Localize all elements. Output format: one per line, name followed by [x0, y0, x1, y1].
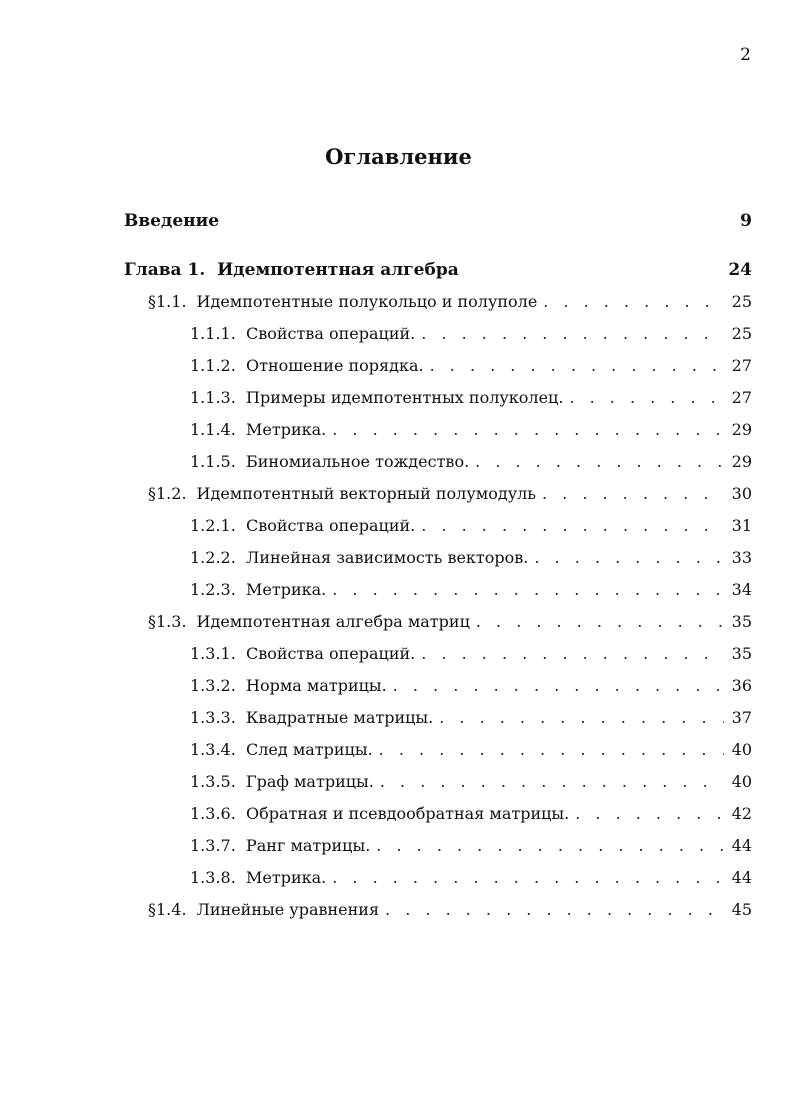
- toc-entry-subsection[interactable]: [124, 705, 752, 731]
- toc-entry-title: Свойства операций.: [246, 644, 416, 663]
- dot-leader: [332, 577, 724, 603]
- toc-entry-subsection[interactable]: [124, 737, 752, 763]
- toc-entry-section[interactable]: [124, 289, 752, 315]
- dot-leader: [380, 769, 724, 795]
- toc-entry-subsection[interactable]: [124, 833, 752, 859]
- dot-leader: [421, 321, 724, 347]
- toc-entry-title: Ранг матрицы.: [246, 836, 371, 855]
- toc-entry-page: 25: [731, 324, 752, 343]
- toc-entry-title: Отношение порядка.: [246, 356, 424, 375]
- toc-entry-page: 34: [731, 580, 752, 599]
- toc-entry-subsection[interactable]: [124, 353, 752, 379]
- dot-leader: [379, 737, 724, 763]
- toc-entry-number: 1.3.3.: [190, 708, 236, 727]
- toc-entry-page: 29: [731, 452, 752, 471]
- toc-entry-page: 25: [731, 292, 752, 311]
- dot-leader: [534, 545, 724, 571]
- toc-entry-title: Идемпотентная алгебра: [217, 260, 459, 280]
- dot-leader: [332, 865, 724, 891]
- toc-entry-subsection[interactable]: [124, 417, 752, 443]
- toc-entry-number: 1.3.8.: [190, 868, 236, 887]
- dot-leader: [476, 609, 724, 635]
- toc-entry-page: 36: [731, 676, 752, 695]
- toc-entry-title: Идемпотентная алгебра матриц: [196, 612, 470, 631]
- toc-entry-number: §1.1.: [148, 292, 187, 311]
- toc-entry-subsection[interactable]: [124, 673, 752, 699]
- toc-entry-title: Биномиальное тождество.: [246, 452, 470, 471]
- toc-entry-page: 30: [731, 484, 752, 503]
- toc-entry-page: 9: [740, 211, 752, 231]
- dot-leader: [376, 833, 724, 859]
- toc-entry-number: 1.3.4.: [190, 740, 236, 759]
- toc-entry-page: 44: [731, 868, 752, 887]
- dot-leader: [475, 449, 724, 475]
- dot-leader: [569, 385, 724, 411]
- toc-entry-page: 24: [728, 260, 752, 280]
- toc-entry-number: §1.2.: [148, 484, 187, 503]
- toc-entry-title: Свойства операций.: [246, 516, 416, 535]
- toc-entry-page: 35: [731, 612, 752, 631]
- toc-entry-subsection[interactable]: [124, 385, 752, 411]
- toc-entry-page: 29: [731, 420, 752, 439]
- toc-entry-title: Идемпотентные полукольцо и полуполе: [196, 292, 538, 311]
- toc-entry-title: Линейные уравнения: [196, 900, 380, 919]
- dot-leader: [332, 417, 724, 443]
- toc-entry-number: 1.1.5.: [190, 452, 236, 471]
- toc-entry-page: 33: [731, 548, 752, 567]
- toc-entry-number: 1.2.3.: [190, 580, 236, 599]
- page-title: Оглавление: [325, 144, 472, 169]
- dot-leader: [575, 801, 724, 827]
- toc-entry-page: 37: [731, 708, 752, 727]
- toc-entry-title: Линейная зависимость векторов.: [246, 548, 529, 567]
- toc-entry-title: Квадратные матрицы.: [246, 708, 434, 727]
- toc-entry-number: 1.1.1.: [190, 324, 236, 343]
- toc-entry-subsection[interactable]: [124, 641, 752, 667]
- toc-entry-title: Идемпотентный векторный полумодуль: [196, 484, 536, 503]
- toc-entry-number: 1.3.1.: [190, 644, 236, 663]
- toc-entry-introduction[interactable]: [124, 208, 752, 234]
- toc-entry-title: Введение: [124, 211, 220, 231]
- toc-entry-page: 44: [731, 836, 752, 855]
- dot-leader: [421, 641, 724, 667]
- toc-entry-number: 1.3.5.: [190, 772, 236, 791]
- toc-entry-subsection[interactable]: [124, 449, 752, 475]
- toc-entry-subsection[interactable]: [124, 801, 752, 827]
- toc-entry-page: 40: [731, 772, 752, 791]
- toc-entry-number: 1.1.4.: [190, 420, 236, 439]
- toc-entry-title: Свойства операций.: [246, 324, 416, 343]
- toc-entry-number: §1.3.: [148, 612, 187, 631]
- dot-leader: [430, 353, 724, 379]
- toc-entry-number: 1.3.6.: [190, 804, 236, 823]
- toc-entry-subsection[interactable]: [124, 545, 752, 571]
- toc-entry-page: 31: [731, 516, 752, 535]
- toc-entry-page: 35: [731, 644, 752, 663]
- toc-entry-subsection[interactable]: [124, 321, 752, 347]
- toc-entry-page: 42: [731, 804, 752, 823]
- toc-entry-title: Норма матрицы.: [246, 676, 387, 695]
- toc-entry-title: Примеры идемпотентных полуколец.: [246, 388, 564, 407]
- toc-entry-subsection[interactable]: [124, 769, 752, 795]
- toc-entry-page: 45: [731, 900, 752, 919]
- toc-entry-section[interactable]: [124, 897, 752, 923]
- toc-entry-title: След матрицы.: [246, 740, 373, 759]
- dot-leader: [543, 289, 724, 315]
- toc-entry-page: 40: [731, 740, 752, 759]
- toc-entry-title: Обратная и псевдообратная матрицы.: [246, 804, 570, 823]
- toc-entry-number: 1.3.2.: [190, 676, 236, 695]
- dot-leader: [439, 705, 724, 731]
- toc-entry-number: 1.2.2.: [190, 548, 236, 567]
- toc-entry-title: Метрика.: [246, 420, 327, 439]
- toc-entry-chapter-1[interactable]: [124, 257, 752, 283]
- dot-leader: [393, 673, 724, 699]
- toc-entry-number: 1.3.7.: [190, 836, 236, 855]
- toc-entry-page: 27: [731, 388, 752, 407]
- toc-entry-page: 27: [731, 356, 752, 375]
- toc-entry-title: Метрика.: [246, 580, 327, 599]
- toc-entry-number: 1.1.3.: [190, 388, 236, 407]
- toc-entry-number: §1.4.: [148, 900, 187, 919]
- toc-entry-number: 1.1.2.: [190, 356, 236, 375]
- dot-leader: [542, 481, 724, 507]
- dot-leader: [385, 897, 724, 923]
- page-number: 2: [740, 45, 751, 65]
- toc-entry-section[interactable]: [124, 609, 752, 635]
- toc-entry-subsection[interactable]: [124, 577, 752, 603]
- toc-entry-subsection[interactable]: [124, 865, 752, 891]
- toc-entry-number: 1.2.1.: [190, 516, 236, 535]
- toc-entry-number: Глава 1.: [124, 260, 206, 280]
- toc-entry-section[interactable]: [124, 481, 752, 507]
- toc-entry-subsection[interactable]: [124, 513, 752, 539]
- dot-leader: [421, 513, 724, 539]
- toc-entry-title: Граф матрицы.: [246, 772, 374, 791]
- toc-entry-title: Метрика.: [246, 868, 327, 887]
